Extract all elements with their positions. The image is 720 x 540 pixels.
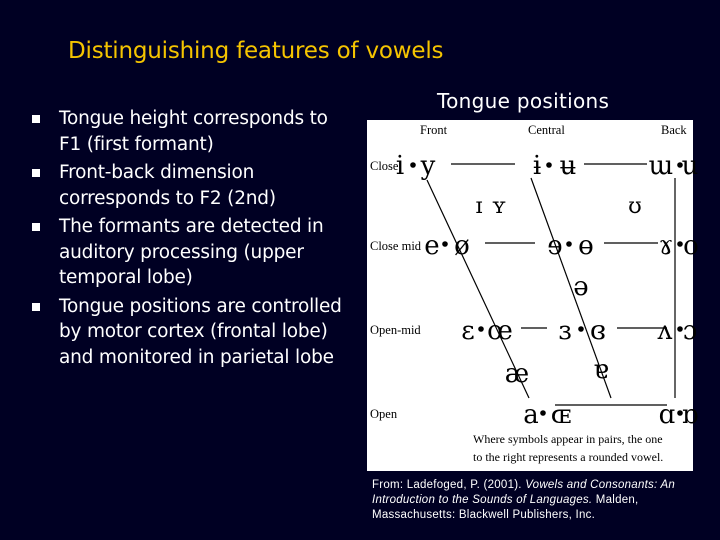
pair-dot bbox=[478, 326, 484, 332]
vowel-symbol: ʉ bbox=[559, 151, 577, 181]
vowel-symbol: y bbox=[420, 151, 436, 181]
vowel-symbol: ʌ bbox=[657, 316, 673, 346]
vowel-symbol: ø bbox=[454, 231, 470, 261]
vowel-symbol: ɑ bbox=[658, 400, 676, 430]
vowel-chart-graphic bbox=[367, 120, 699, 471]
bullet-text: Front-back dimension corresponds to F2 (2nd) bbox=[59, 162, 276, 209]
pair-dot bbox=[677, 241, 683, 247]
row-label-open: Open bbox=[370, 407, 398, 421]
slide-title: Distinguishing features of vowels bbox=[68, 38, 444, 64]
row-label-close: Close bbox=[370, 159, 399, 173]
row-label-open-mid: Open-mid bbox=[370, 323, 421, 337]
figure-caption-line-2: to the right represents a rounded vowel. bbox=[473, 450, 664, 464]
vowel-symbol: ɯ bbox=[648, 151, 674, 181]
vowel-symbol: a bbox=[523, 400, 539, 430]
pair-dot bbox=[566, 241, 572, 247]
vowel-symbol: e bbox=[424, 231, 440, 261]
pair-dots bbox=[410, 162, 683, 416]
figure-heading: Tongue positions bbox=[437, 89, 610, 113]
square-bullet-icon bbox=[32, 169, 40, 177]
citation-prefix: From: Ladefoged, P. (2001). bbox=[372, 479, 526, 491]
vowel-symbol: ʏ bbox=[491, 194, 507, 219]
bullet-list bbox=[30, 106, 350, 373]
vowel-symbol: œ bbox=[487, 316, 513, 346]
pair-dot bbox=[540, 410, 546, 416]
bullet-item bbox=[30, 294, 350, 371]
vowel-symbol: o bbox=[683, 231, 699, 261]
vowel-symbol: ɤ bbox=[658, 231, 674, 261]
square-bullet-icon bbox=[32, 115, 40, 123]
vowel-chart bbox=[367, 120, 699, 471]
figure-caption-line-1: Where symbols appear in pairs, the one bbox=[473, 432, 663, 446]
pair-dot bbox=[410, 162, 416, 168]
bullet-item bbox=[30, 160, 350, 211]
column-label-back: Back bbox=[661, 123, 687, 137]
citation bbox=[372, 478, 718, 523]
bullet-item bbox=[30, 106, 350, 157]
vowel-symbol: ɶ bbox=[550, 400, 572, 430]
column-label-central: Central bbox=[528, 123, 565, 137]
vowel-symbol: ɞ bbox=[590, 316, 606, 346]
pair-dot bbox=[546, 162, 552, 168]
bullet-text: The formants are detected in auditory processing (upper temporal lobe) bbox=[59, 216, 324, 288]
vowel-symbol: ɪ bbox=[475, 194, 483, 219]
citation-title: Vowels and Consonants: An Introduction to the Sounds of Languages. bbox=[372, 479, 676, 506]
bullet-item bbox=[30, 214, 350, 291]
vowel-symbol: ɛ bbox=[461, 316, 475, 346]
column-label-front: Front bbox=[420, 123, 448, 137]
square-bullet-icon bbox=[32, 223, 40, 231]
vowel-symbol: ɘ bbox=[547, 231, 563, 261]
vowel-symbol: ɒ bbox=[681, 400, 699, 430]
pair-dot bbox=[578, 326, 584, 332]
vowel-symbol: ə bbox=[573, 272, 589, 302]
vowel-symbol: u bbox=[681, 151, 699, 181]
row-label-close-mid: Close mid bbox=[370, 239, 422, 253]
vowel-symbol: ɜ bbox=[558, 316, 572, 346]
vowel-symbol: ʊ bbox=[628, 194, 642, 219]
bullet-text: Tongue height corresponds to F1 (first formant) bbox=[59, 108, 328, 155]
square-bullet-icon bbox=[32, 303, 40, 311]
vowel-symbol: ɨ bbox=[532, 151, 542, 181]
citation-suffix: Malden, Massachusetts: Blackwell Publishers, Inc. bbox=[372, 494, 639, 521]
vowel-symbol: ɵ bbox=[578, 231, 594, 261]
vowel-symbol: æ bbox=[504, 359, 530, 389]
pair-dot bbox=[442, 241, 448, 247]
vowel-symbol: ɔ bbox=[682, 316, 698, 346]
vowel-symbol: ɐ bbox=[593, 355, 609, 385]
vowel-symbol: i bbox=[395, 151, 405, 181]
bullet-text: Tongue positions are controlled by motor cortex (frontal lobe) and monitored in parietal lobe bbox=[59, 295, 342, 368]
